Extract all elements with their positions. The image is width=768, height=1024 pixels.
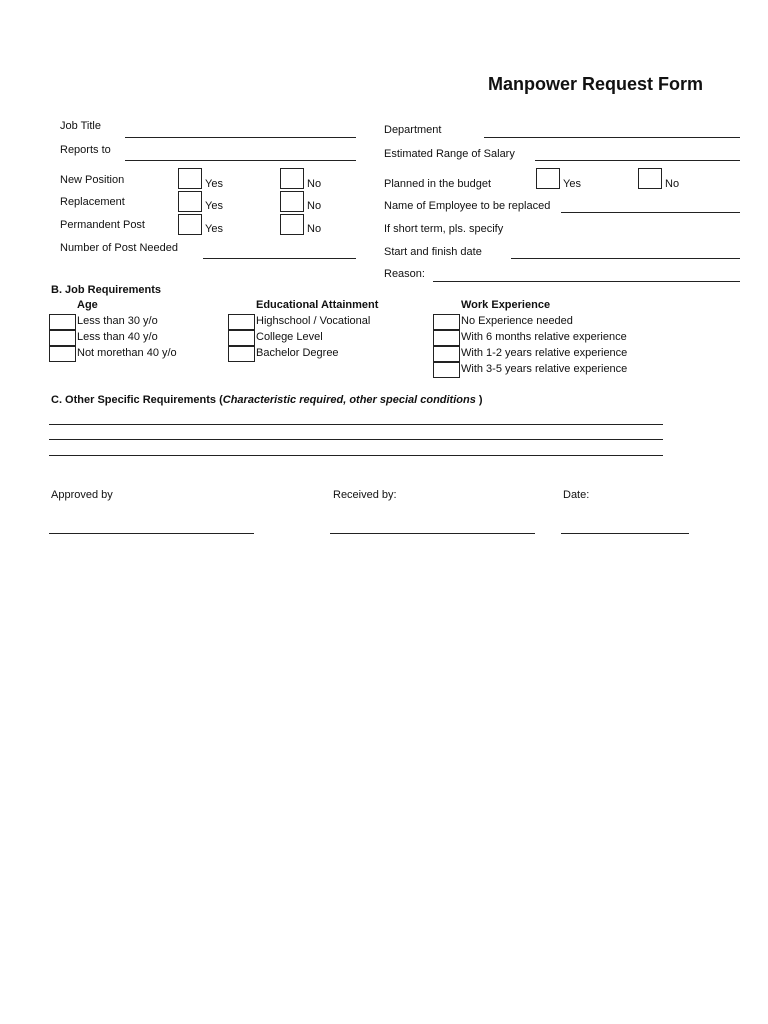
- approved-by-label: Approved by: [51, 489, 113, 501]
- experience-option-checkbox[interactable]: [433, 346, 460, 362]
- planned-budget-yes-checkbox[interactable]: [536, 168, 560, 189]
- permanent-post-label: Permandent Post: [60, 219, 145, 231]
- age-option-checkbox[interactable]: [49, 314, 76, 330]
- department-label: Department: [384, 124, 442, 136]
- other-requirements-line[interactable]: [49, 424, 663, 425]
- reason-label: Reason:: [384, 268, 425, 280]
- education-option-label: Highschool / Vocational: [256, 315, 371, 327]
- planned-budget-no-checkbox[interactable]: [638, 168, 662, 189]
- age-option-label: Less than 40 y/o: [77, 331, 158, 343]
- short-term-label: If short term, pls. specify: [384, 223, 504, 235]
- new-position-no-checkbox[interactable]: [280, 168, 304, 189]
- start-finish-label: Start and finish date: [384, 246, 482, 258]
- planned-budget-label: Planned in the budget: [384, 178, 492, 190]
- experience-heading: Work Experience: [461, 299, 551, 311]
- education-heading: Educational Attainment: [256, 299, 379, 311]
- salary-range-field[interactable]: [535, 160, 740, 161]
- age-option-label: Not morethan 40 y/o: [77, 347, 177, 359]
- reports-to-field[interactable]: [125, 160, 356, 161]
- other-requirements-italic: Characteristic required, other special conditions: [222, 394, 476, 406]
- other-requirements-heading: [51, 394, 483, 407]
- experience-option-checkbox[interactable]: [433, 330, 460, 346]
- experience-option-label: With 3-5 years relative experience: [461, 363, 628, 375]
- experience-option-label: With 1-2 years relative experience: [461, 347, 628, 359]
- received-by-label: Received by:: [333, 489, 397, 501]
- other-requirements-suffix: ): [475, 394, 483, 406]
- permanent-post-no-label: No: [307, 223, 322, 235]
- date-signature-line[interactable]: [561, 533, 689, 534]
- new-position-label: New Position: [60, 174, 125, 186]
- job-title-field[interactable]: [125, 137, 356, 138]
- experience-option-label: With 6 months relative experience: [461, 331, 627, 343]
- received-by-signature-line[interactable]: [330, 533, 535, 534]
- planned-budget-no-label: No: [665, 178, 680, 190]
- replacement-no-checkbox[interactable]: [280, 191, 304, 212]
- other-requirements-prefix: C. Other Specific Requirements (: [51, 394, 223, 406]
- replacement-label: Replacement: [60, 196, 125, 208]
- planned-budget-yes-label: Yes: [563, 178, 581, 190]
- reports-to-label: Reports to: [60, 144, 111, 156]
- approved-by-signature-line[interactable]: [49, 533, 254, 534]
- permanent-post-yes-label: Yes: [205, 223, 223, 235]
- replacement-yes-checkbox[interactable]: [178, 191, 202, 212]
- education-option-label: College Level: [256, 331, 323, 343]
- other-requirements-line[interactable]: [49, 455, 663, 456]
- age-option-label: Less than 30 y/o: [77, 315, 158, 327]
- replacement-no-label: No: [307, 200, 322, 212]
- age-heading: Age: [77, 299, 98, 311]
- employee-replaced-field[interactable]: [561, 212, 740, 213]
- department-field[interactable]: [484, 137, 740, 138]
- education-option-label: Bachelor Degree: [256, 347, 339, 359]
- age-option-checkbox[interactable]: [49, 330, 76, 346]
- education-option-checkbox[interactable]: [228, 346, 255, 362]
- education-option-checkbox[interactable]: [228, 314, 255, 330]
- employee-replaced-label: Name of Employee to be replaced: [384, 200, 551, 212]
- new-position-no-label: No: [307, 178, 322, 190]
- start-finish-field[interactable]: [511, 258, 740, 259]
- number-of-post-field[interactable]: [203, 258, 356, 259]
- age-option-checkbox[interactable]: [49, 346, 76, 362]
- salary-range-label: Estimated Range of Salary: [384, 148, 515, 160]
- date-label: Date:: [563, 489, 590, 501]
- reason-field[interactable]: [433, 281, 740, 282]
- number-of-post-label: Number of Post Needed: [60, 242, 179, 254]
- replacement-yes-label: Yes: [205, 200, 223, 212]
- new-position-yes-checkbox[interactable]: [178, 168, 202, 189]
- experience-option-label: No Experience needed: [461, 315, 573, 327]
- other-requirements-line[interactable]: [49, 439, 663, 440]
- experience-option-checkbox[interactable]: [433, 314, 460, 330]
- form-title: Manpower Request Form: [488, 74, 704, 94]
- job-requirements-heading: B. Job Requirements: [51, 284, 162, 296]
- job-title-label: Job Title: [60, 120, 101, 132]
- permanent-post-yes-checkbox[interactable]: [178, 214, 202, 235]
- new-position-yes-label: Yes: [205, 178, 223, 190]
- experience-option-checkbox[interactable]: [433, 362, 460, 378]
- education-option-checkbox[interactable]: [228, 330, 255, 346]
- permanent-post-no-checkbox[interactable]: [280, 214, 304, 235]
